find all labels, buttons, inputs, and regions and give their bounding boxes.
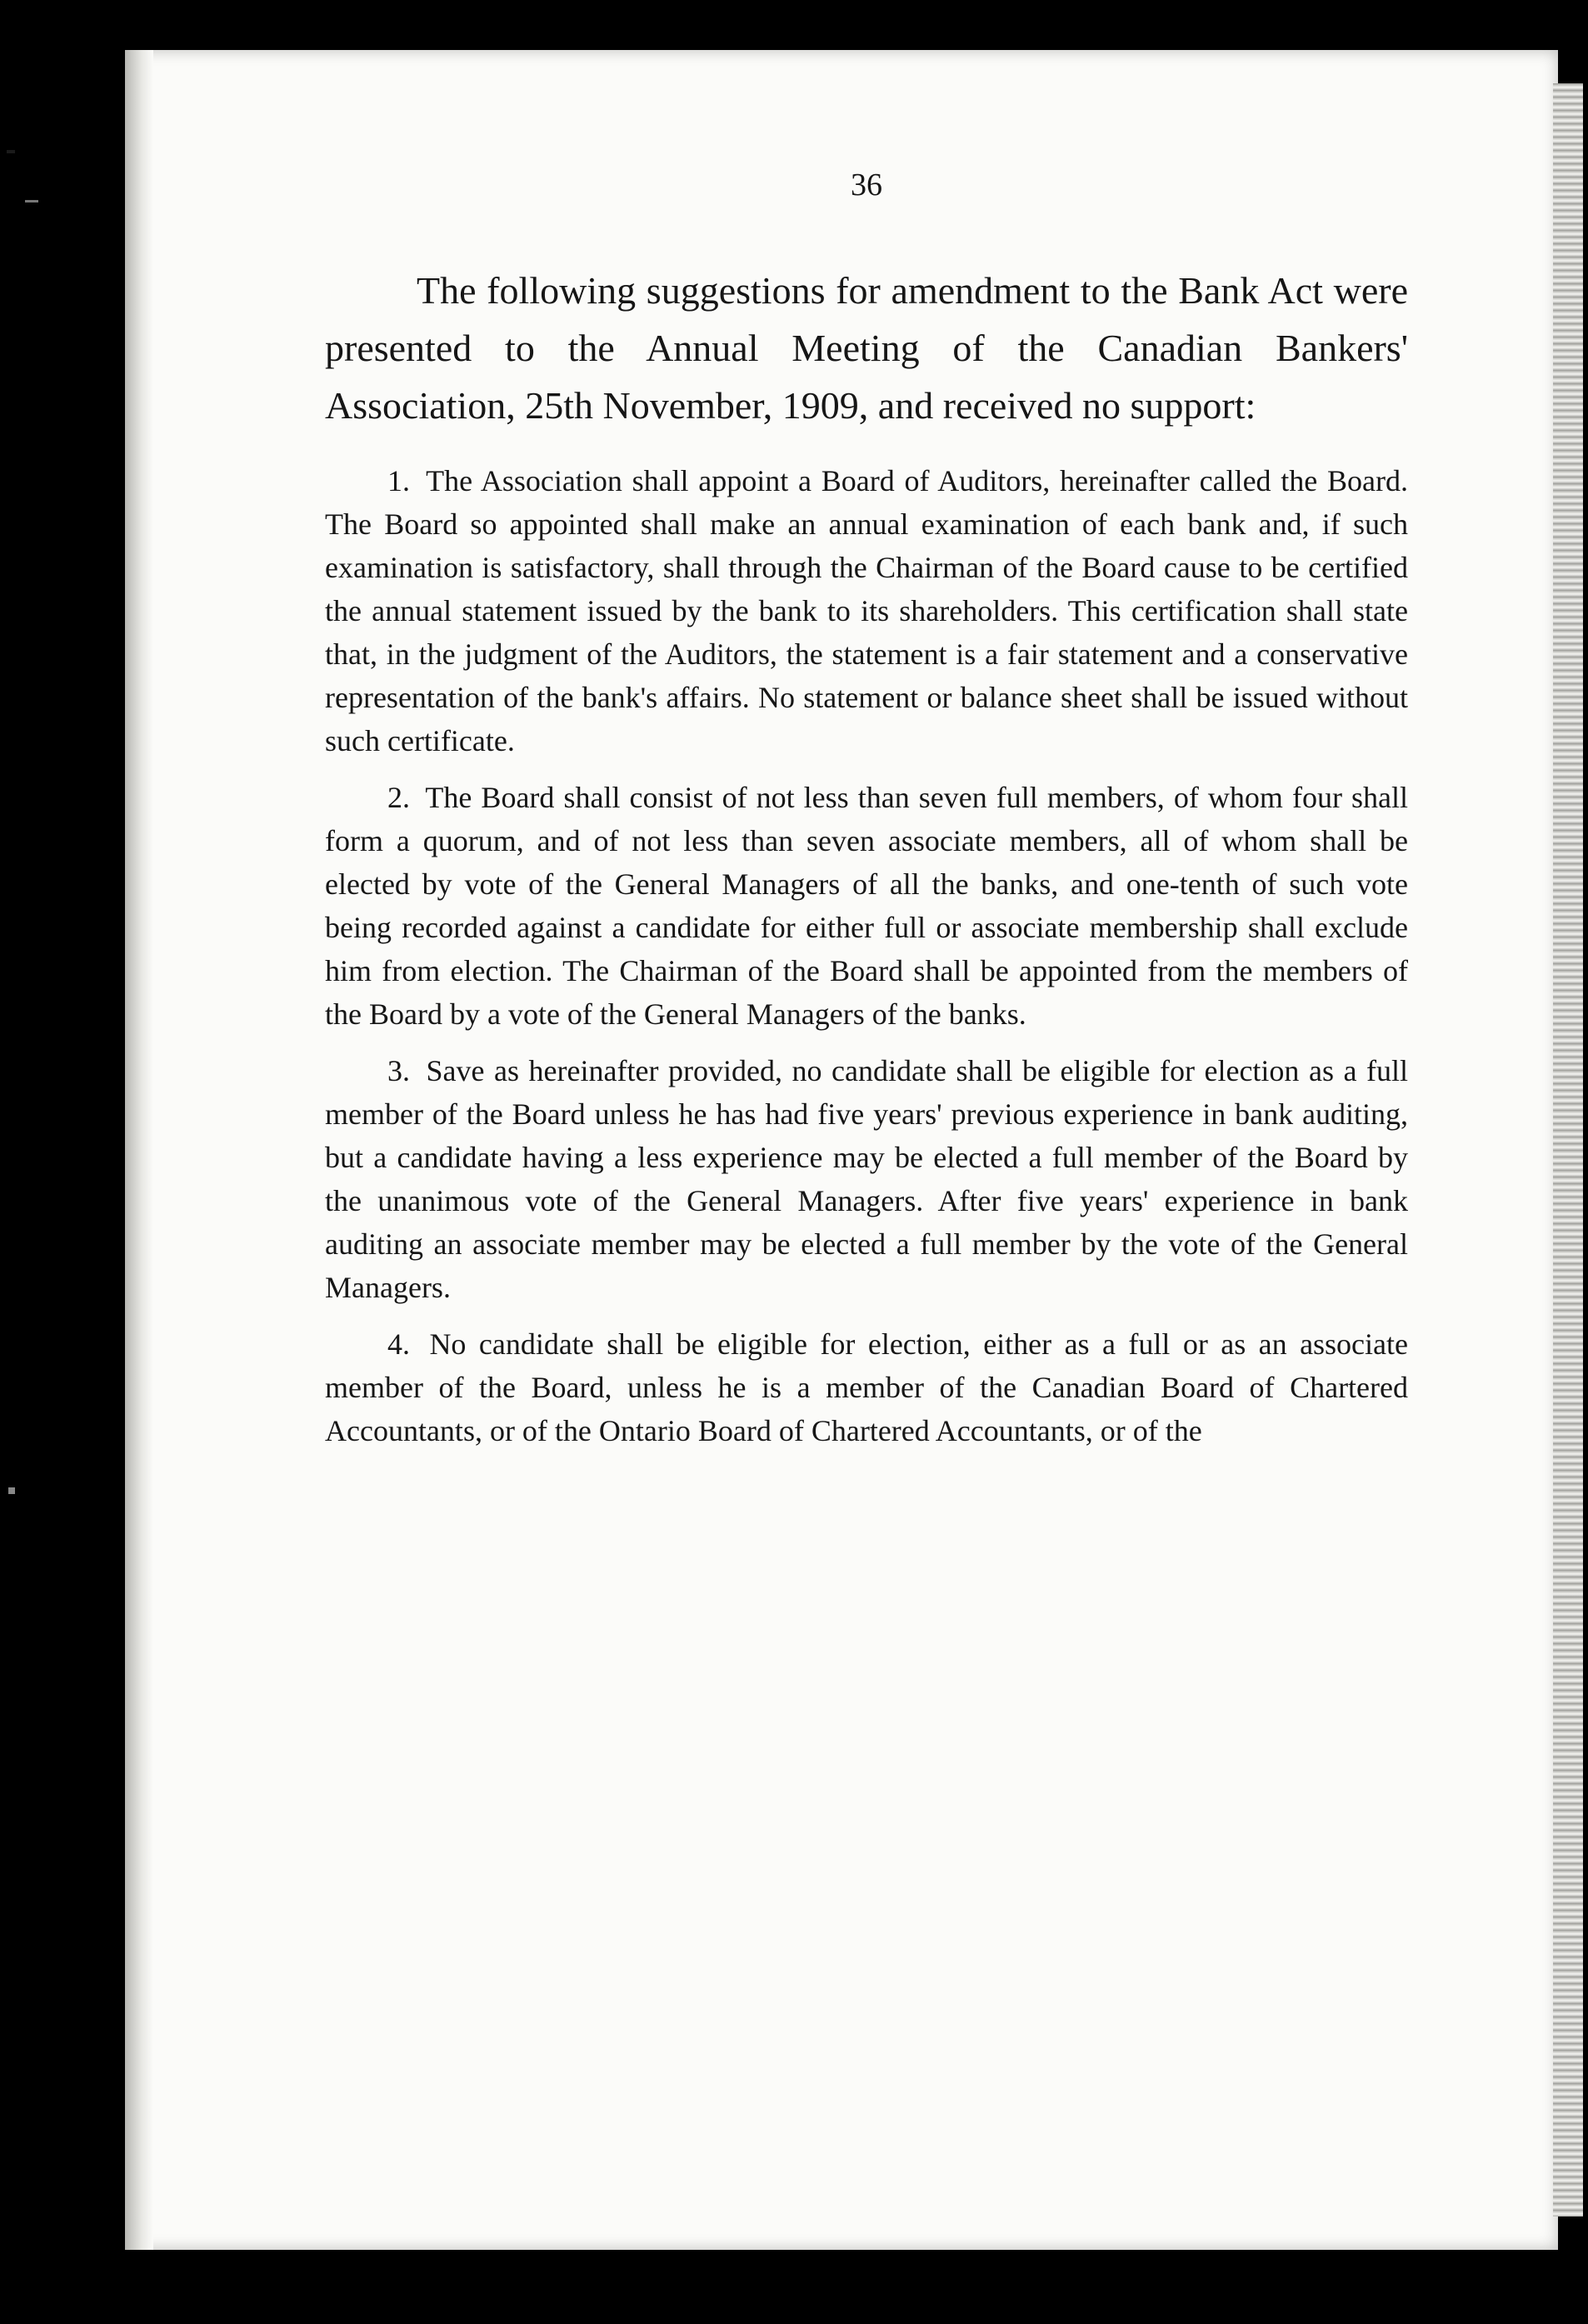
page-edge [1553,83,1583,2217]
list-item [325,459,1408,762]
item-number: 4. [387,1327,410,1361]
item-text: The Board shall consist of not less than seven full members, of whom four shall form a quorum, and of not less than seven associate members, all of whom shall be elected by vote of the General Managers of all the banks, and one-tenth of such vote being recorded against a candidate for either full or associate membership shall exclude him from election. The Chairman of the Board shall be appointed from the members of the Board by a vote of the General Managers of the banks. [325,781,1408,1031]
intro-paragraph: The following suggestions for amendment to the Bank Act were presented to the Annual Meeting of the Canadian Bankers' Association, 25th November, 1909, and received no support: [325,269,1408,427]
item-number: 3. [387,1054,410,1087]
scan-speck [7,150,15,153]
binding-gutter [125,50,153,2250]
item-number: 2. [387,781,410,814]
item-text: Save as hereinafter provided, no candidate shall be eligible for election as a full member of the Board unless he has had five years' previous experience in bank auditing, but a candidate having a less experience may be elected a full member of the Board by the unanimous vote of the General Managers. After five years' experience in bank auditing an associate member may be elected a full member by the vote of the General Managers. [325,1054,1408,1304]
list-item [325,1049,1408,1309]
item-text: The Association shall appoint a Board of Auditors, hereinafter called the Board. The Board so appointed shall make an annual examination of each bank and, if such examination is satisfactory, shall through the Chairman of the Board cause to be certified the annual statement issued by the bank to its shareholders. This certification shall state that, in the judgment of the Auditors, the statement is a fair statement and a conservative representation of the bank's affairs. No statement or balance sheet shall be issued without such certificate. [325,464,1408,757]
item-text: No candidate shall be eligible for election, either as a full or as an associate member of the Board, unless he is a member of the Canadian Board of Chartered Accountants, or of the Ontario Board of Chartered Accountants, or of the [325,1327,1409,1447]
item-number: 1. [387,464,410,497]
list-item [325,1322,1408,1452]
scan-speck [8,1487,15,1494]
list-item [325,776,1408,1036]
page-number: 36 [851,167,882,202]
page-content [325,167,1408,1466]
scan-speck [25,200,38,202]
